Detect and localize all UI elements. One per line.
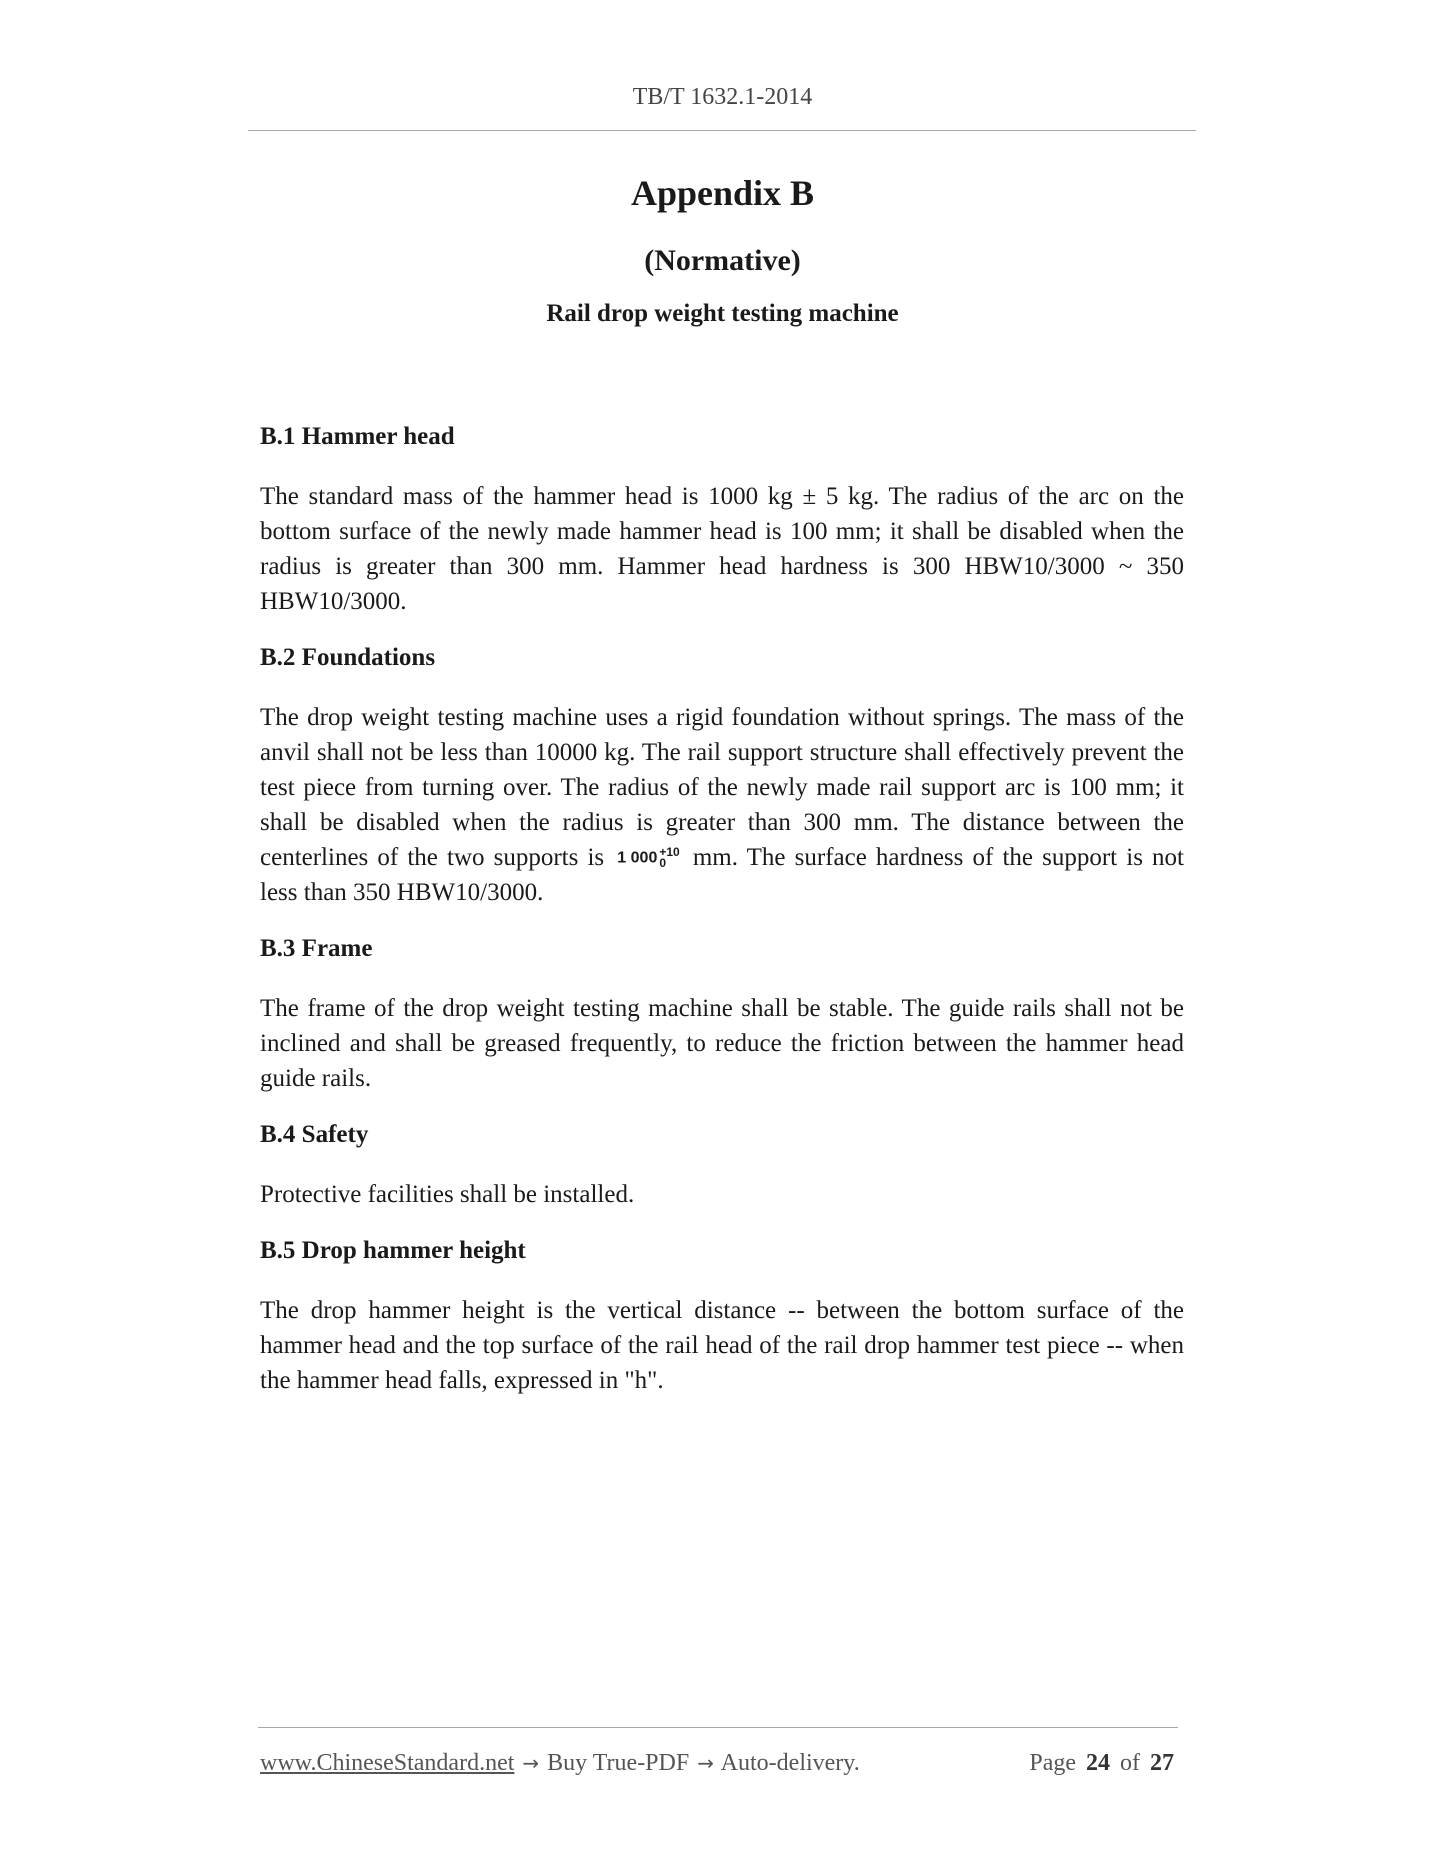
page-number: 24 <box>1086 1750 1110 1776</box>
header-divider <box>248 130 1196 131</box>
page-indicator <box>1029 1750 1178 1777</box>
total-pages: 27 <box>1150 1750 1174 1776</box>
section-heading-b5: B.5 Drop hammer height <box>260 1237 526 1265</box>
tolerance-value <box>617 840 679 875</box>
tolerance-lower: 0 <box>659 855 667 870</box>
tolerance-nominal: 1 000 <box>617 849 658 867</box>
section-text-b3: The frame of the drop weight testing machine shall be stable. The guide rails shall not be inclined and shall be greased frequently, to reduce the friction between the hammer head guide rails. <box>260 995 1184 1093</box>
page-footer <box>260 1750 1178 1784</box>
section-heading-b1: B.1 Hammer head <box>260 423 455 450</box>
footer-divider <box>258 1727 1178 1728</box>
of-label: of <box>1120 1750 1140 1776</box>
document-header: TB/T 1632.1-2014 <box>632 84 813 110</box>
section-text-b5: The drop hammer height is the vertical distance -- between the bottom surface of the hammer head and the top surface of the rail head of the rail drop hammer test piece -- when the hammer head falls, expressed in "h". <box>260 1297 1184 1395</box>
appendix-title: Appendix B <box>630 173 815 213</box>
section-heading-b2: B.2 Foundations <box>260 644 436 671</box>
footer-promo <box>260 1750 860 1777</box>
section-text-b4: Protective facilities shall be installed. <box>260 1181 635 1209</box>
section-text-b2 <box>260 700 1184 910</box>
document-body <box>260 420 1184 1420</box>
section-text-b2-before: The drop weight testing machine uses a rigid foundation without springs. The mass of the anvil shall not be less than 10000 kg. The rail support structure shall effectively prevent the test piece from turning over. The radius of the newly made rail support arc is 100 mm; it shall be disabled when the radius is greater than 300 mm. The distance between the centerlines of the two supports is <box>260 704 1184 871</box>
tolerance-limits <box>659 844 680 870</box>
arrow-right-icon: → <box>697 1751 714 1775</box>
site-link[interactable]: www.ChineseStandard.net <box>260 1750 515 1776</box>
tolerance-upper: +10 <box>659 844 680 859</box>
page-label: Page <box>1029 1750 1076 1776</box>
arrow-right-icon: → <box>522 1751 540 1775</box>
appendix-type: (Normative) <box>644 244 801 277</box>
buy-pdf-text: Buy True-PDF <box>547 1750 690 1776</box>
section-text-b1: The standard mass of the hammer head is 1000 kg ± 5 kg. The radius of the arc on the bottom surface of the newly made hammer head is 100 mm; it shall be disabled when the radius is greater than 300 mm. Hammer head hardness is 300 HBW10/3000 ~ 350 HBW10/3000. <box>260 483 1184 615</box>
section-heading-b4: B.4 Safety <box>260 1121 369 1149</box>
section-text-b2-after: mm. The surface hardness of the support is not less than 350 HBW10/3000. <box>260 844 1184 907</box>
auto-delivery-text: Auto-delivery. <box>720 1750 860 1776</box>
section-heading-b3: B.3 Frame <box>260 935 373 963</box>
appendix-subject: Rail drop weight testing machine <box>546 300 899 327</box>
